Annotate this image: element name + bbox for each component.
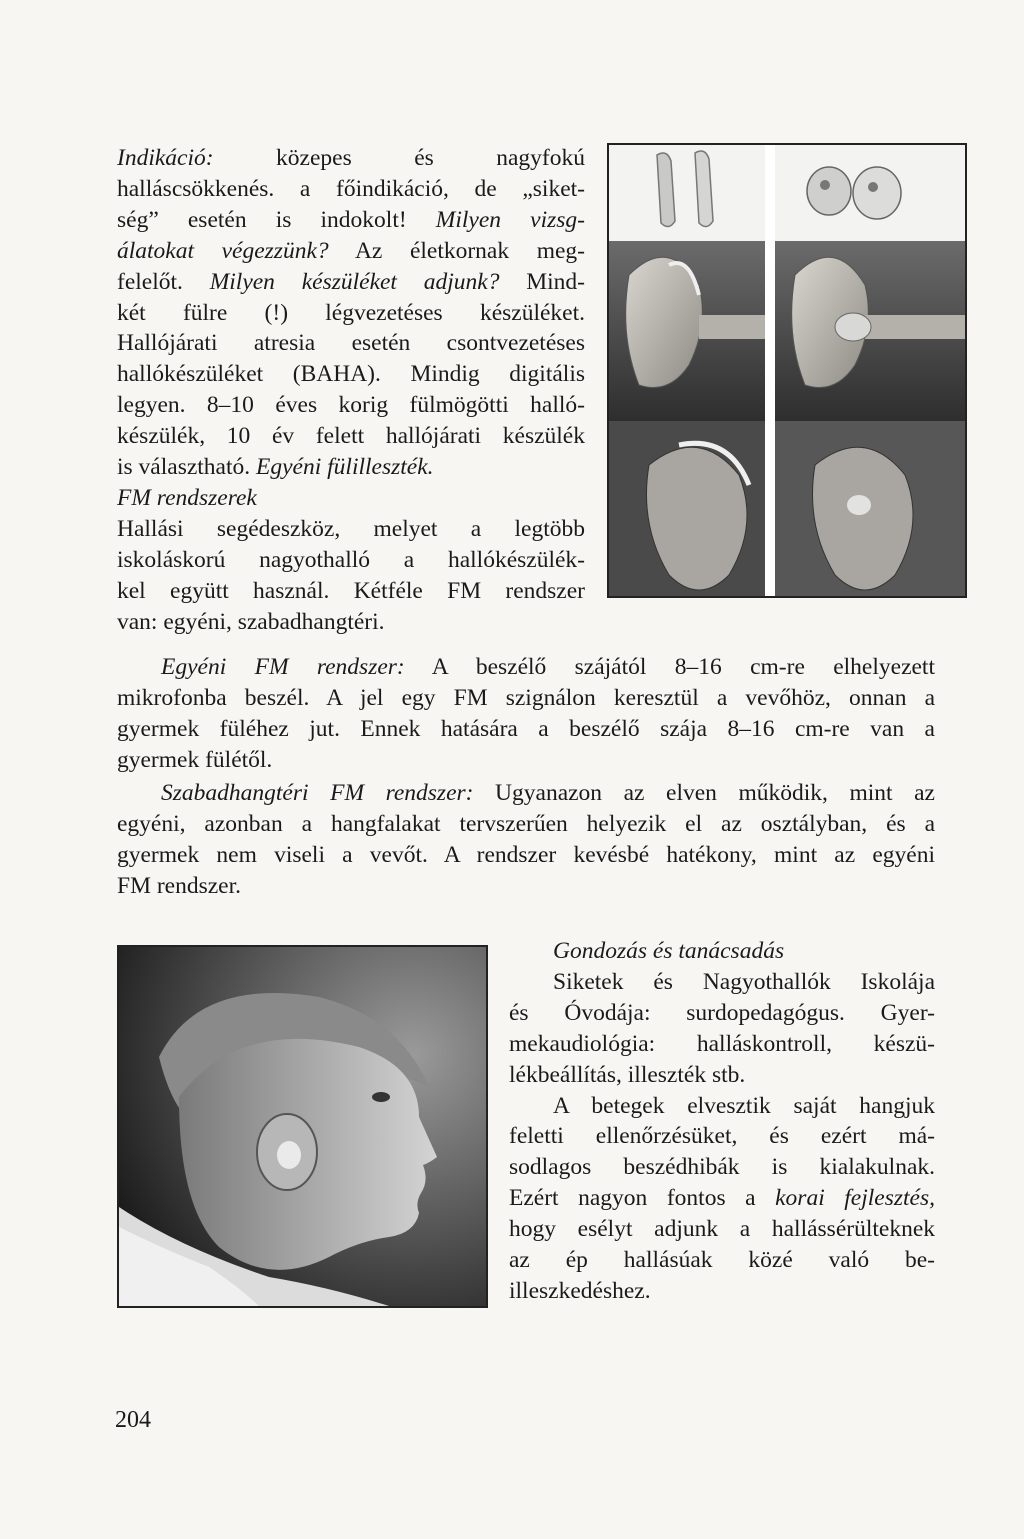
text-line: ség” esetén is indokolt! Milyen vizsg- <box>117 206 585 233</box>
text-line: iskoláskorú nagyothalló a hallókészülék- <box>117 546 585 573</box>
text-line: A betegek elvesztik saját hangjuk <box>553 1092 935 1119</box>
text-line: hogy esélyt adjunk a hallássérülteknek <box>509 1216 935 1243</box>
child-photo-illustration <box>119 947 486 1306</box>
text-line: Egyéni FM rendszer: A beszélő szájától 8–16 cm-re elhelyezett <box>161 654 935 680</box>
text-line: illeszkedéshez. <box>509 1277 651 1304</box>
text-line: Siketek és Nagyothallók Iskolája <box>553 968 935 995</box>
text-line: halláscsökkenés. a főindikáció, de „siket- <box>117 175 585 202</box>
text-line: Ezért nagyon fontos a korai fejlesztés, <box>509 1185 935 1212</box>
text-line: és Óvodája: surdopedagógus. Gyer- <box>509 999 935 1026</box>
care-counselling-section <box>509 936 935 1307</box>
fm-heading: FM rendszerek <box>117 484 257 511</box>
text-line: gyermek fülétől. <box>117 746 273 773</box>
indication-paragraph <box>117 143 585 638</box>
text-line: mekaudiológia: halláskontroll, készü- <box>509 1030 935 1057</box>
text-line: Indikáció: közepes és nagyfokú <box>117 145 585 171</box>
text-line: készülék, 10 év felett hallójárati készülék <box>117 423 585 450</box>
text-line: Szabadhangtéri FM rendszer: Ugyanazon az elven működik, mint az <box>161 780 935 806</box>
individual-fm-paragraph <box>117 652 935 776</box>
page-number: 204 <box>115 1407 151 1433</box>
text-line: kel együtt használ. Kétféle FM rendszer <box>117 577 585 604</box>
text-line: az ép hallásúak közé való be- <box>509 1247 935 1274</box>
text-line: két fülre (!) légvezetéses készüléket. <box>117 299 585 326</box>
text-line: van: egyéni, szabadhangtéri. <box>117 608 385 635</box>
text-line: mikrofonba beszél. A jel egy FM szignálon keresztül a vevőhöz, onnan a <box>117 684 935 711</box>
text-line: lékbeállítás, illeszték stb. <box>509 1061 746 1088</box>
text-line: gyermek nem viseli a vevőt. A rendszer kevésbé hatékony, mint az egyéni <box>117 841 935 868</box>
text-line: legyen. 8–10 éves korig fülmögötti halló- <box>117 392 585 419</box>
text-line: gyermek füléhez jut. Ennek hatására a beszélő szája 8–16 cm-re van a <box>117 715 935 742</box>
hearing-aid-illustration <box>609 145 965 596</box>
hearing-aid-figure <box>607 143 967 598</box>
child-profile-photo <box>117 945 488 1308</box>
text-line: feletti ellenőrzésüket, és ezért má- <box>509 1123 935 1150</box>
text-line: sodlagos beszédhibák is kialakulnak. <box>509 1154 935 1181</box>
freefield-fm-paragraph <box>117 778 935 902</box>
text-line: hallókészüléket (BAHA). Mindig digitális <box>117 361 585 388</box>
text-line: álatokat végezzünk? Az életkornak meg- <box>117 237 585 264</box>
section-heading: Gondozás és tanácsadás <box>553 938 785 964</box>
text-line: egyéni, azonban a hangfalakat tervszerűen helyezik el az osztályban, és a <box>117 810 935 837</box>
text-line: FM rendszer. <box>117 872 242 899</box>
text-line: is választható. Egyéni fülilleszték. <box>117 454 434 481</box>
text-line: Hallójárati atresia esetén csontvezetéses <box>117 330 585 357</box>
text-line: Hallási segédeszköz, melyet a legtöbb <box>117 515 585 542</box>
text-line: felelőt. Milyen készüléket adjunk? Mind- <box>117 268 585 295</box>
